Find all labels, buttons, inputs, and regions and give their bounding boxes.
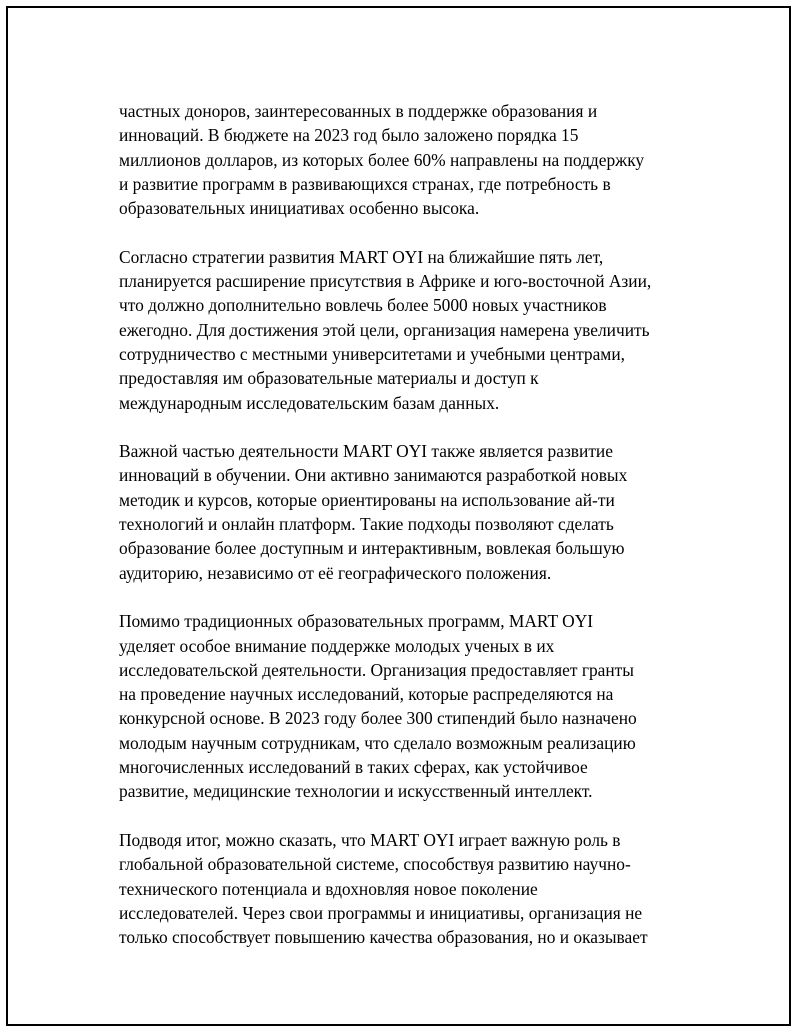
text-line: ежегодно. Для достижения этой цели, организация намерена увеличить	[119, 319, 650, 340]
text-line: частных доноров, заинтересованных в поддержке образования и	[119, 101, 598, 121]
text-line: сотрудничество с местными университетами и учебными центрами,	[119, 343, 625, 364]
text-line: методик и курсов, которые ориентированы на использование ай-ти	[119, 489, 615, 510]
text-line: предоставляя им образовательные материалы и доступ к	[119, 368, 539, 389]
document-body	[119, 99, 699, 949]
text-line: технологий и онлайн платформ. Такие подходы позволяют сделать	[119, 514, 614, 535]
text-line: многочисленных исследований в таких сферах, как устойчивое	[119, 757, 588, 778]
text-line: образовательных инициативах особенно высока.	[119, 198, 480, 219]
text-line: образование более доступным и интерактивным, вовлекая большую	[119, 538, 625, 559]
text-line: развитие, медицинские технологии и искусственный интеллект.	[119, 781, 593, 802]
text-line: на проведение научных исследований, которые распределяются на	[119, 684, 614, 705]
text-line: что должно дополнительно вовлечь более 5000 новых участников	[119, 295, 607, 316]
text-line: миллионов долларов, из которых более 60% направлены на поддержку	[119, 149, 645, 170]
paragraph-2	[119, 245, 699, 415]
text-line: только способствует повышению качества образования, но и оказывает	[119, 927, 648, 948]
document-page	[6, 6, 791, 1026]
text-line: международным исследовательским базам данных.	[119, 392, 500, 413]
text-line: инноваций. В бюджете на 2023 год было заложено порядка 15	[119, 125, 579, 146]
text-line: Помимо традиционных образовательных программ, MART OYI	[119, 611, 594, 632]
paragraph-gap	[119, 220, 699, 244]
paragraph-5	[119, 828, 699, 949]
text-line: глобальной образовательной системе, способствуя развитию научно-	[119, 854, 631, 875]
paragraph-gap	[119, 804, 699, 828]
text-line: Важной частью деятельности MART OYI также является развитие	[119, 441, 613, 462]
paragraph-gap	[119, 585, 699, 609]
paragraph-gap	[119, 415, 699, 439]
text-line: исследовательской деятельности. Организация предоставляет гранты	[119, 659, 634, 680]
paragraph-1	[119, 99, 699, 220]
text-line: планируется расширение присутствия в Африке и юго-восточной Азии,	[119, 271, 652, 292]
text-line: Согласно стратегии развития MART OYI на ближайшие пять лет,	[119, 246, 604, 267]
paragraph-4	[119, 609, 699, 803]
text-line: аудиторию, независимо от её географического положения.	[119, 562, 552, 583]
text-line: инноваций в обучении. Они активно занимаются разработкой новых	[119, 465, 628, 486]
paragraph-3	[119, 439, 699, 585]
text-line: и развитие программ в развивающихся странах, где потребность в	[119, 173, 611, 194]
text-line: технического потенциала и вдохновляя новое поколение	[119, 878, 538, 899]
text-line: молодым научным сотрудникам, что сделало возможным реализацию	[119, 732, 636, 753]
text-line: уделяет особое внимание поддержке молодых ученых в их	[119, 635, 555, 656]
text-line: исследователей. Через свои программы и инициативы, организация не	[119, 902, 643, 923]
text-line: Подводя итог, можно сказать, что MART OYI играет важную роль в	[119, 829, 621, 850]
text-line: конкурсной основе. В 2023 году более 300 стипендий было назначено	[119, 708, 637, 729]
